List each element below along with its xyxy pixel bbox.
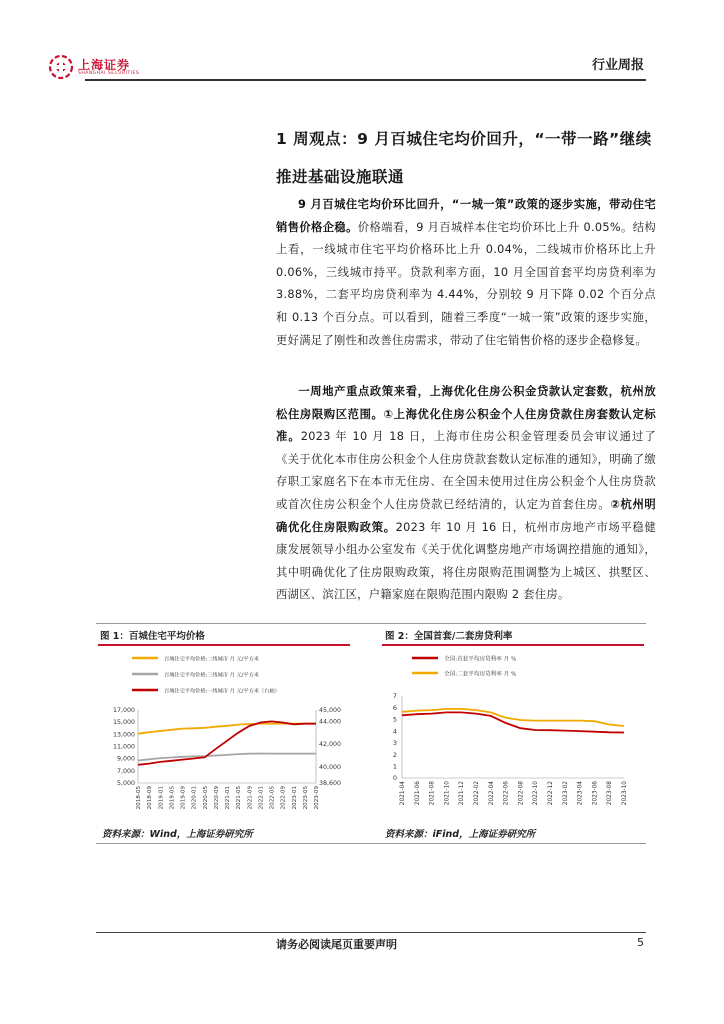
- x-tick-label: 2023-05: [302, 786, 309, 810]
- figure-1-title-rule: [98, 644, 350, 646]
- company-logo: [48, 54, 148, 82]
- legend-label: 全国:二套平均房贷利率 月 %: [444, 671, 517, 678]
- x-tick-label: 2019-05: [169, 786, 176, 810]
- series-line-1: [138, 754, 316, 761]
- chart-city-prices: [98, 648, 350, 820]
- disclaimer-note: 请务必阅读尾页重要声明: [276, 938, 397, 951]
- y-tick-left-label: 9,000: [116, 755, 135, 763]
- series-line-1: [402, 709, 624, 726]
- y-tick-label: 3: [392, 739, 397, 748]
- paragraph-2-bold-a: 一周地产重点政策来看，上海优化住房公积金贷款认定套数，杭州放松住房限购区范围。: [276, 385, 656, 421]
- paragraph-2-text-a: 2023 年 10 月 18 日，上海市住房公积金管理委员会审议通过了《关于优化本市住房公积金个人住房贷款套数认定标准的通知》，明确了缴存职工家庭名下在本市无住房、在全国未使用过住房公积金个人住房贷款或首次住房公积金个人住房贷款已经结清的，认定为首套住房。: [276, 430, 656, 511]
- x-tick-label: 2023-04: [577, 781, 584, 806]
- x-tick-label: 2022-02: [474, 781, 480, 806]
- x-tick-label: 2021-06: [414, 781, 421, 806]
- legend-label: 全国:首套平均房贷利率 月 %: [444, 656, 517, 663]
- y-tick-label: 2: [392, 750, 397, 759]
- x-tick-label: 2022-05: [269, 786, 276, 810]
- logo-emblem-icon: [48, 54, 74, 80]
- y-tick-label: 6: [392, 703, 397, 712]
- x-tick-label: 2021-01: [225, 786, 231, 810]
- legend-label: 百城住宅平均价格:二线城市 月 元/平方米: [164, 656, 259, 663]
- x-tick-label: 2021-09: [247, 786, 254, 810]
- x-tick-label: 2022-01: [258, 786, 265, 810]
- figure-2-title: 图 2：全国首套/二套房贷利率: [385, 631, 513, 642]
- x-tick-label: 2022-12: [548, 781, 554, 806]
- paragraph-2-text-b: 2023 年 10 月 16 日，杭州市房地产市场平稳健康发展领导小组办公室发布《关于优化调整房地产市场调控措施的通知》，其中明确优化了住房限购政策，将住房限购范围调整为上城区、拱墅区、西湖区、滨江区，户籍家庭在限购范围内限购 2 套住房。: [276, 520, 656, 602]
- y-tick-left-label: 15,000: [112, 719, 135, 727]
- y-tick-label: 0: [392, 774, 397, 783]
- x-tick-label: 2022-06: [503, 781, 510, 806]
- x-tick-label: 2020-05: [202, 786, 209, 810]
- figure-top-rule: [96, 623, 646, 624]
- y-tick-right-label: 45,000: [319, 707, 342, 714]
- x-tick-label: 2023-06: [592, 781, 599, 806]
- x-tick-label: 2022-10: [533, 781, 540, 806]
- x-tick-label: 2023-10: [622, 781, 628, 806]
- y-tick-left-label: 11,000: [112, 743, 135, 751]
- x-tick-label: 2021-10: [444, 781, 451, 806]
- y-tick-right-label: 38,600: [319, 780, 342, 787]
- section-title: 1 周观点：9 月百城住宅均价回升，“一带一路”继续推进基础设施联通: [276, 130, 652, 186]
- logo-subtext: SHANGHAI SECURITIES: [78, 71, 140, 76]
- x-tick-label: 2018-09: [147, 786, 154, 810]
- figure-2-source: 资料来源：iFind，上海证券研究所: [385, 829, 536, 840]
- legend-label: 百城住宅平均价格:一线城市 月 元/平方米（右轴）: [164, 688, 280, 695]
- paragraph-2-bold-c: ②杭州明确优化住房限购政策。: [276, 497, 656, 534]
- x-tick-label: 2023-08: [607, 781, 614, 806]
- y-tick-label: 4: [392, 727, 397, 736]
- x-tick-label: 2022-04: [488, 781, 495, 806]
- chart-mortgage-rates: [382, 648, 644, 820]
- x-tick-label: 2022-09: [280, 786, 287, 810]
- x-tick-label: 2021-12: [459, 781, 466, 806]
- paragraph-price-trend: [276, 194, 656, 352]
- y-tick-right-label: 44,000: [319, 718, 342, 726]
- y-tick-left-label: 7,000: [116, 767, 135, 775]
- y-tick-right-label: 42,000: [319, 741, 342, 749]
- paragraph-2-bold-b: ①上海优化住房公积金个人住房贷款住房套数认定标准。: [276, 407, 657, 444]
- y-tick-label: 7: [392, 692, 397, 701]
- x-tick-label: 2020-09: [213, 786, 220, 810]
- paragraph-1-bold: 9 月百城住宅均价环比回升，“一城一策”政策的逐步实施，带动住宅销售价格企稳。: [276, 198, 656, 234]
- figure-2-title-rule: [382, 644, 644, 646]
- paragraph-policy: [276, 381, 656, 607]
- x-tick-label: 2019-09: [180, 786, 187, 810]
- y-tick-right-label: 40,000: [319, 764, 342, 772]
- x-tick-label: 2021-04: [400, 781, 406, 806]
- x-tick-label: 2023-09: [314, 786, 320, 810]
- x-tick-label: 2019-01: [158, 786, 165, 810]
- legend-label: 百城住宅平均价格:三线城市 月 元/平方米: [164, 672, 259, 679]
- figure-1-title: 图 1：百城住宅平均价格: [100, 631, 205, 642]
- series-line-0: [138, 724, 316, 734]
- figure-bottom-rule: [96, 843, 646, 844]
- y-tick-left-label: 17,000: [112, 707, 135, 714]
- figure-1-source: 资料来源：Wind，上海证券研究所: [102, 829, 253, 840]
- y-tick-left-label: 5,000: [116, 780, 135, 787]
- x-tick-label: 2021-05: [236, 786, 243, 810]
- y-tick-label: 1: [392, 762, 397, 771]
- series-line-0: [402, 712, 624, 732]
- paragraph-1-text: 价格端看，9 月百城样本住宅均价环比上升 0.05%。结构上看，一线城市住宅平均价格环比上升 0.04%，二线城市价格环比上升 0.06%，三线城市持平。贷款利率方面，10 月全国首套平均房贷利率为 3.88%，二套平均房贷利率为 4.44%，分别较 9 月下降 0.02 个百分点和 0.13 个百分点。可以看到，随着三季度“一城一策”政策的逐步实施，更好满足了刚性和改善住房需求，带动了住宅销售价格的逐步企稳修复。: [276, 220, 656, 347]
- y-tick-left-label: 13,000: [112, 731, 135, 739]
- header-divider: [85, 79, 646, 81]
- x-tick-label: 2022-08: [518, 781, 525, 806]
- x-tick-label: 2020-01: [191, 786, 198, 810]
- logo-text: 上海证券: [78, 58, 131, 72]
- x-tick-label: 2023-02: [562, 781, 569, 806]
- footer-divider: [96, 932, 646, 933]
- y-tick-label: 5: [392, 715, 397, 724]
- x-tick-label: 2023-01: [291, 786, 298, 810]
- report-type: 行业周报: [591, 58, 644, 73]
- page-number: 5: [637, 936, 644, 949]
- x-tick-label: 2021-08: [429, 781, 436, 806]
- x-tick-label: 2018-05: [136, 786, 142, 810]
